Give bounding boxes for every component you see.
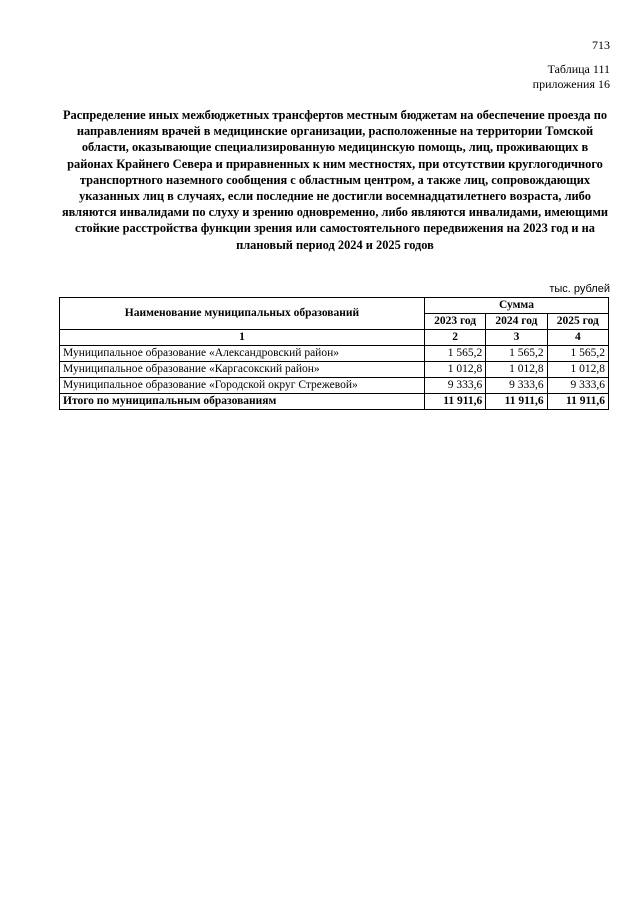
table-ref-line1: Таблица 111 <box>547 62 610 76</box>
row-value-2024: 9 333,6 <box>486 378 547 394</box>
row-value-2025: 1 565,2 <box>547 346 608 362</box>
table-header-row <box>60 298 609 314</box>
header-name: Наименование муниципальных образований <box>60 298 425 330</box>
header-sum: Сумма <box>424 298 608 314</box>
row-value-2023: 9 333,6 <box>424 378 485 394</box>
row-value-2024: 1 012,8 <box>486 362 547 378</box>
column-numbers-row <box>60 330 609 346</box>
row-value-2025: 9 333,6 <box>547 378 608 394</box>
total-value-2024: 11 911,6 <box>486 394 547 410</box>
page-number: 713 <box>592 38 610 52</box>
total-name: Итого по муниципальным образованиям <box>60 394 425 410</box>
row-value-2025: 1 012,8 <box>547 362 608 378</box>
table-ref-line2: приложения 16 <box>532 77 610 91</box>
table-row <box>60 378 609 394</box>
row-value-2024: 1 565,2 <box>486 346 547 362</box>
header-year-2025: 2025 год <box>547 314 608 330</box>
row-name: Муниципальное образование «Городской округ Стрежевой» <box>60 378 425 394</box>
document-title: Распределение иных межбюджетных трансфертов местным бюджетам на обеспечение проезда по направлениям врачей в медицинские организации, расположенные на территории Томской области, оказывающие специализированную медицинскую помощь, лиц, проживающих в районах Крайнего Севера и приравненных к ним местностях, при отсутствии круглогодичного транспортного наземного сообщения с областным центром, а также лиц, сопровождающих указанных лиц в случаях, если последние не достигли восемнадцатилетнего возраста, либо являются инвалидами по слуху и зрению одновременно, либо являются инвалидами, имеющими стойкие расстройства функции зрения или самостоятельного передвижения на 2023 год и на плановый период 2024 и 2025 годов <box>61 108 609 252</box>
table-row <box>60 362 609 378</box>
col-number-4: 4 <box>547 330 608 346</box>
col-number-2: 2 <box>424 330 485 346</box>
row-name: Муниципальное образование «Каргасокский район» <box>60 362 425 378</box>
total-value-2025: 11 911,6 <box>547 394 608 410</box>
table-row <box>60 346 609 362</box>
row-value-2023: 1 565,2 <box>424 346 485 362</box>
total-row <box>60 394 609 410</box>
col-number-1: 1 <box>60 330 425 346</box>
units-label: тыс. рублей <box>549 283 610 295</box>
table-reference <box>533 62 610 92</box>
total-value-2023: 11 911,6 <box>424 394 485 410</box>
transfers-table <box>59 297 609 410</box>
col-number-3: 3 <box>486 330 547 346</box>
header-year-2023: 2023 год <box>424 314 485 330</box>
header-year-2024: 2024 год <box>486 314 547 330</box>
row-name: Муниципальное образование «Александровский район» <box>60 346 425 362</box>
row-value-2023: 1 012,8 <box>424 362 485 378</box>
